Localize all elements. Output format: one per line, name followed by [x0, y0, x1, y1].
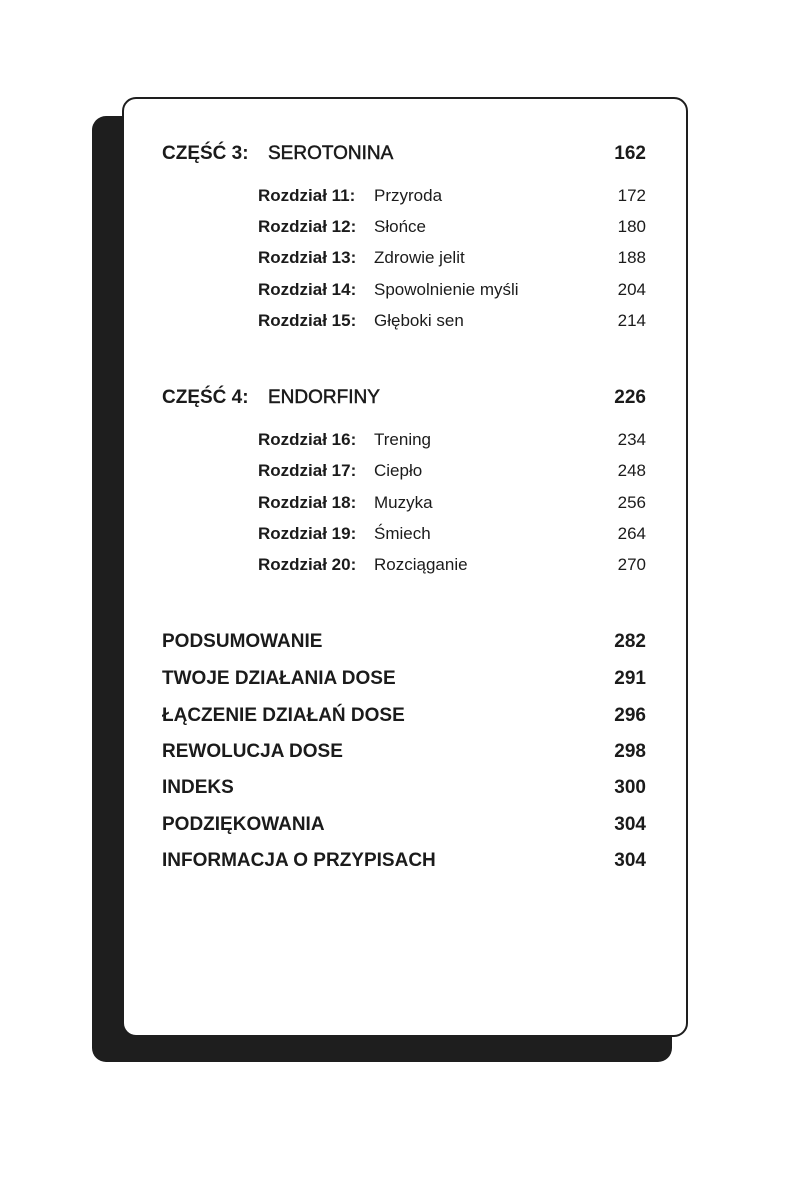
part-heading-4	[162, 385, 646, 411]
chapter-title: Trening	[374, 430, 432, 449]
chapter-row-14	[258, 278, 646, 302]
chapter-row-17	[258, 459, 646, 483]
chapter-label: Rozdział 20:	[258, 555, 357, 574]
chapter-row-18	[258, 491, 646, 515]
chapter-label: Rozdział 19:	[258, 524, 357, 543]
chapter-label: Rozdział 13:	[258, 248, 357, 267]
page-number: 282	[614, 631, 646, 652]
page-number: 296	[614, 705, 646, 726]
chapter-title: Rozciąganie	[374, 555, 468, 574]
page-number: 264	[617, 524, 646, 543]
section-title: REWOLUCJA DOSE	[162, 741, 343, 762]
chapter-title: Muzyka	[374, 493, 433, 512]
page-number: 172	[617, 186, 646, 205]
page-number: 188	[617, 248, 646, 267]
chapter-title: Słońce	[374, 217, 426, 236]
chapter-label: Rozdział 16:	[258, 430, 357, 449]
page-number: 304	[614, 814, 646, 835]
chapter-title: Spowolnienie myśli	[374, 280, 519, 299]
chapter-label: Rozdział 15:	[258, 311, 357, 330]
part-title: ENDORFINY	[268, 387, 380, 408]
page-number: 214	[617, 311, 646, 330]
chapter-title: Przyroda	[374, 186, 443, 205]
chapter-title: Ciepło	[374, 461, 423, 480]
page-number: 270	[617, 555, 646, 574]
page-number: 256	[617, 493, 646, 512]
chapter-row-13	[258, 246, 646, 270]
chapter-label: Rozdział 14:	[258, 280, 357, 299]
page-number: 162	[614, 143, 646, 164]
chapter-row-20	[258, 553, 646, 577]
page-number: 291	[614, 668, 646, 689]
chapter-label: Rozdział 18:	[258, 493, 357, 512]
chapter-row-11	[258, 184, 646, 208]
end-section-dzialania	[162, 666, 646, 692]
page-number: 298	[614, 741, 646, 762]
page-number: 204	[617, 280, 646, 299]
chapter-title: Głęboki sen	[374, 311, 464, 330]
section-title: PODSUMOWANIE	[162, 631, 323, 652]
part-heading-3	[162, 141, 646, 167]
section-title: INFORMACJA O PRZYPISACH	[162, 850, 436, 871]
chapter-row-16	[258, 428, 646, 452]
end-section-przypisy	[162, 848, 646, 874]
page-number: 248	[617, 461, 646, 480]
page-number: 180	[617, 217, 646, 236]
chapter-label: Rozdział 12:	[258, 217, 357, 236]
chapter-row-19	[258, 522, 646, 546]
part-label: CZĘŚĆ 4:	[162, 387, 249, 408]
end-section-indeks	[162, 775, 646, 801]
section-title: TWOJE DZIAŁANIA DOSE	[162, 668, 396, 689]
page-number: 226	[614, 387, 646, 408]
page-number: 304	[614, 850, 646, 871]
part-label: CZĘŚĆ 3:	[162, 143, 249, 164]
page-number: 234	[617, 430, 646, 449]
end-section-podziekowania	[162, 812, 646, 838]
part-title: SEROTONINA	[268, 143, 394, 164]
chapter-row-15	[258, 309, 646, 333]
end-section-podsumowanie	[162, 629, 646, 655]
chapter-label: Rozdział 17:	[258, 461, 357, 480]
chapter-title: Śmiech	[374, 524, 431, 543]
section-title: ŁĄCZENIE DZIAŁAŃ DOSE	[162, 705, 405, 726]
section-title: PODZIĘKOWANIA	[162, 814, 325, 835]
chapter-row-12	[258, 215, 646, 239]
chapter-title: Zdrowie jelit	[374, 248, 465, 267]
end-section-laczenie	[162, 703, 646, 729]
section-title: INDEKS	[162, 777, 234, 798]
end-section-rewolucja	[162, 739, 646, 765]
page-number: 300	[614, 777, 646, 798]
chapter-label: Rozdział 11:	[258, 186, 356, 205]
